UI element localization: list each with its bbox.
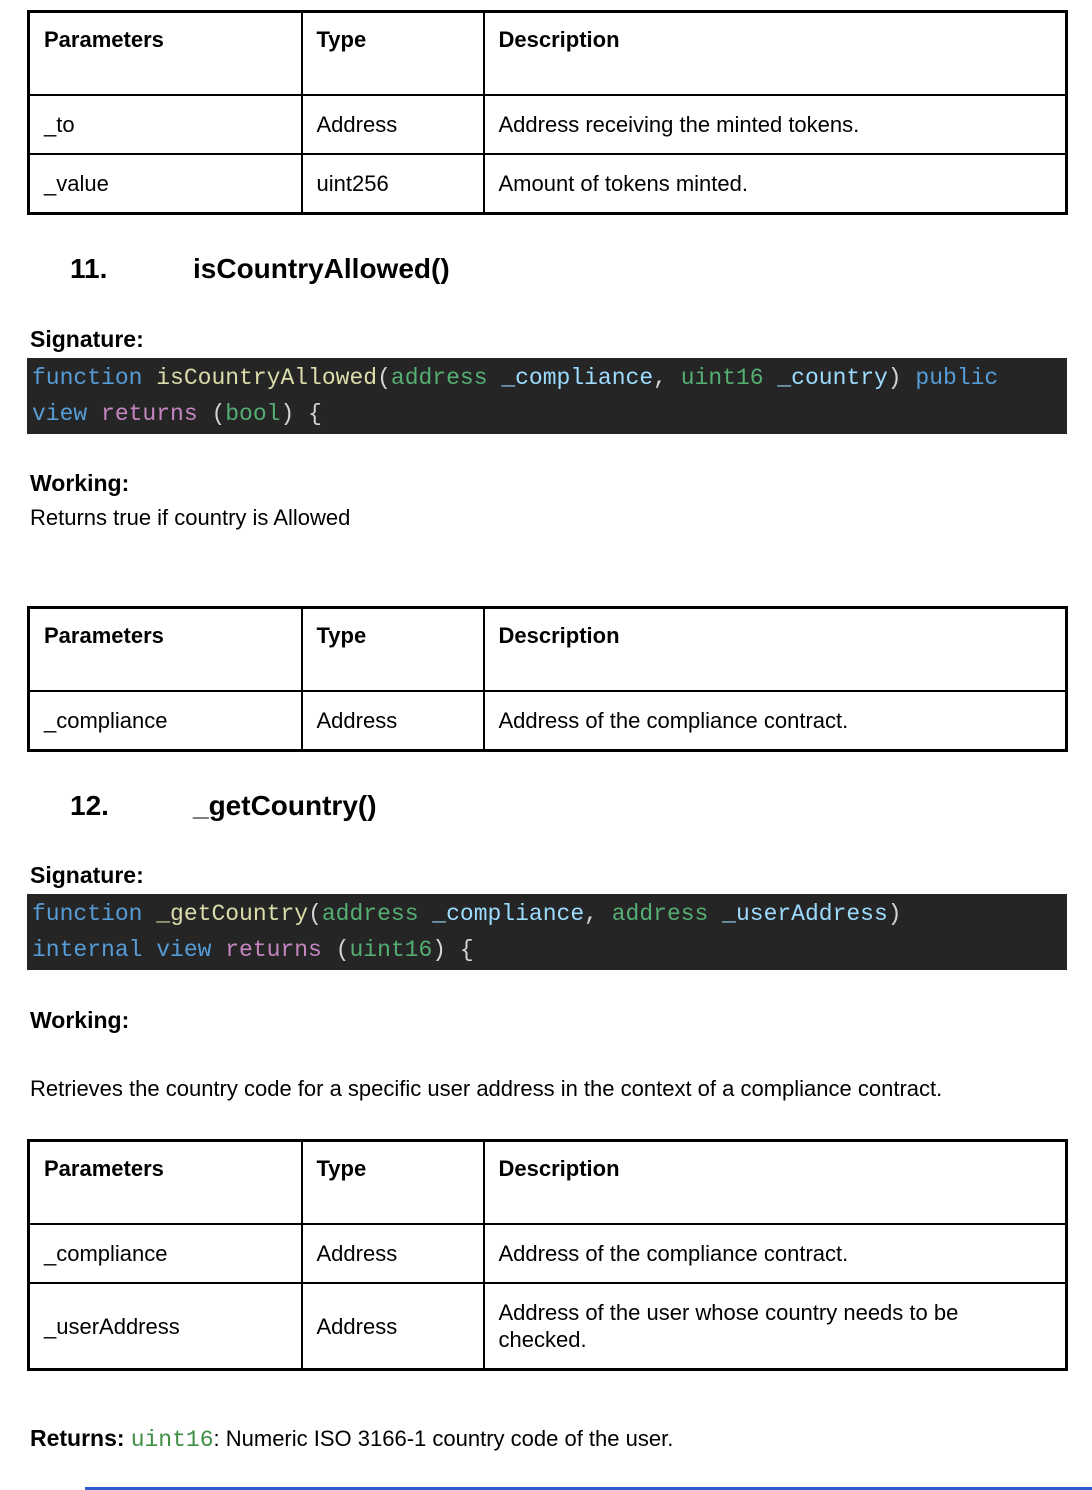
column-header: Description <box>484 1141 1067 1225</box>
table-cell: _userAddress <box>29 1283 302 1370</box>
table-cell: Address of the compliance contract. <box>484 691 1067 751</box>
table-header-row <box>29 12 1067 96</box>
code-line: view returns (bool) { <box>32 401 322 427</box>
returns-label: Returns: <box>30 1425 125 1451</box>
column-header: Description <box>484 12 1067 96</box>
signature-label: Signature: <box>30 326 144 352</box>
code-block-isCountryAllowed <box>27 358 1067 434</box>
code-line: function _getCountry(address _compliance, address _userAddress) <box>32 901 902 927</box>
code-line: internal view returns (uint16) { <box>32 937 474 963</box>
isCountryAllowed-parameters-table <box>27 606 1068 752</box>
table-row <box>29 154 1067 214</box>
returns-note <box>30 1423 1092 1455</box>
code-line: function isCountryAllowed(address _compliance, uint16 _country) public <box>32 365 999 391</box>
working-text: Returns true if country is Allowed <box>30 505 351 530</box>
section-heading-12 <box>70 789 1092 822</box>
table-cell: Amount of tokens minted. <box>484 154 1067 214</box>
table-row <box>29 95 1067 154</box>
table-row <box>29 1283 1067 1370</box>
section-title: _getCountry() <box>193 790 377 821</box>
table-cell: uint256 <box>302 154 484 214</box>
section-title: isCountryAllowed() <box>193 253 450 284</box>
column-header: Type <box>302 1141 484 1225</box>
table-cell: Address <box>302 1283 484 1370</box>
code-block-getCountry <box>27 894 1067 970</box>
table-cell: _compliance <box>29 1224 302 1283</box>
column-header: Parameters <box>29 1141 302 1225</box>
section-number: 11. <box>70 253 108 284</box>
returns-text: : Numeric ISO 3166-1 country code of the user. <box>213 1426 674 1451</box>
column-header: Parameters <box>29 12 302 96</box>
working-label: Working: <box>30 470 130 496</box>
column-header: Parameters <box>29 608 302 692</box>
table-cell: Address <box>302 1224 484 1283</box>
table-cell: Address <box>302 95 484 154</box>
table-row <box>29 691 1067 751</box>
table-cell: _compliance <box>29 691 302 751</box>
table-header-row <box>29 608 1067 692</box>
working-text: Retrieves the country code for a specific user address in the context of a compliance contract. <box>30 1076 943 1101</box>
column-header: Description <box>484 608 1067 692</box>
table-cell: Address receiving the minted tokens. <box>484 95 1067 154</box>
section-number: 12. <box>70 790 109 821</box>
column-header: Type <box>302 608 484 692</box>
table-cell: Address of the user whose country needs to be checked. <box>484 1283 1067 1370</box>
working-label: Working: <box>30 1007 130 1033</box>
table-cell: Address of the compliance contract. <box>484 1224 1067 1283</box>
returns-inline-code: uint16 <box>130 1427 214 1453</box>
table-cell: _to <box>29 95 302 154</box>
table-cell: _value <box>29 154 302 214</box>
table-row <box>29 1224 1067 1283</box>
mint-parameters-table <box>27 10 1068 215</box>
column-header: Type <box>302 12 484 96</box>
table-cell: Address <box>302 691 484 751</box>
section-heading-11 <box>70 252 1092 285</box>
signature-label: Signature: <box>30 862 144 888</box>
table-header-row <box>29 1141 1067 1225</box>
getCountry-parameters-table <box>27 1139 1068 1371</box>
